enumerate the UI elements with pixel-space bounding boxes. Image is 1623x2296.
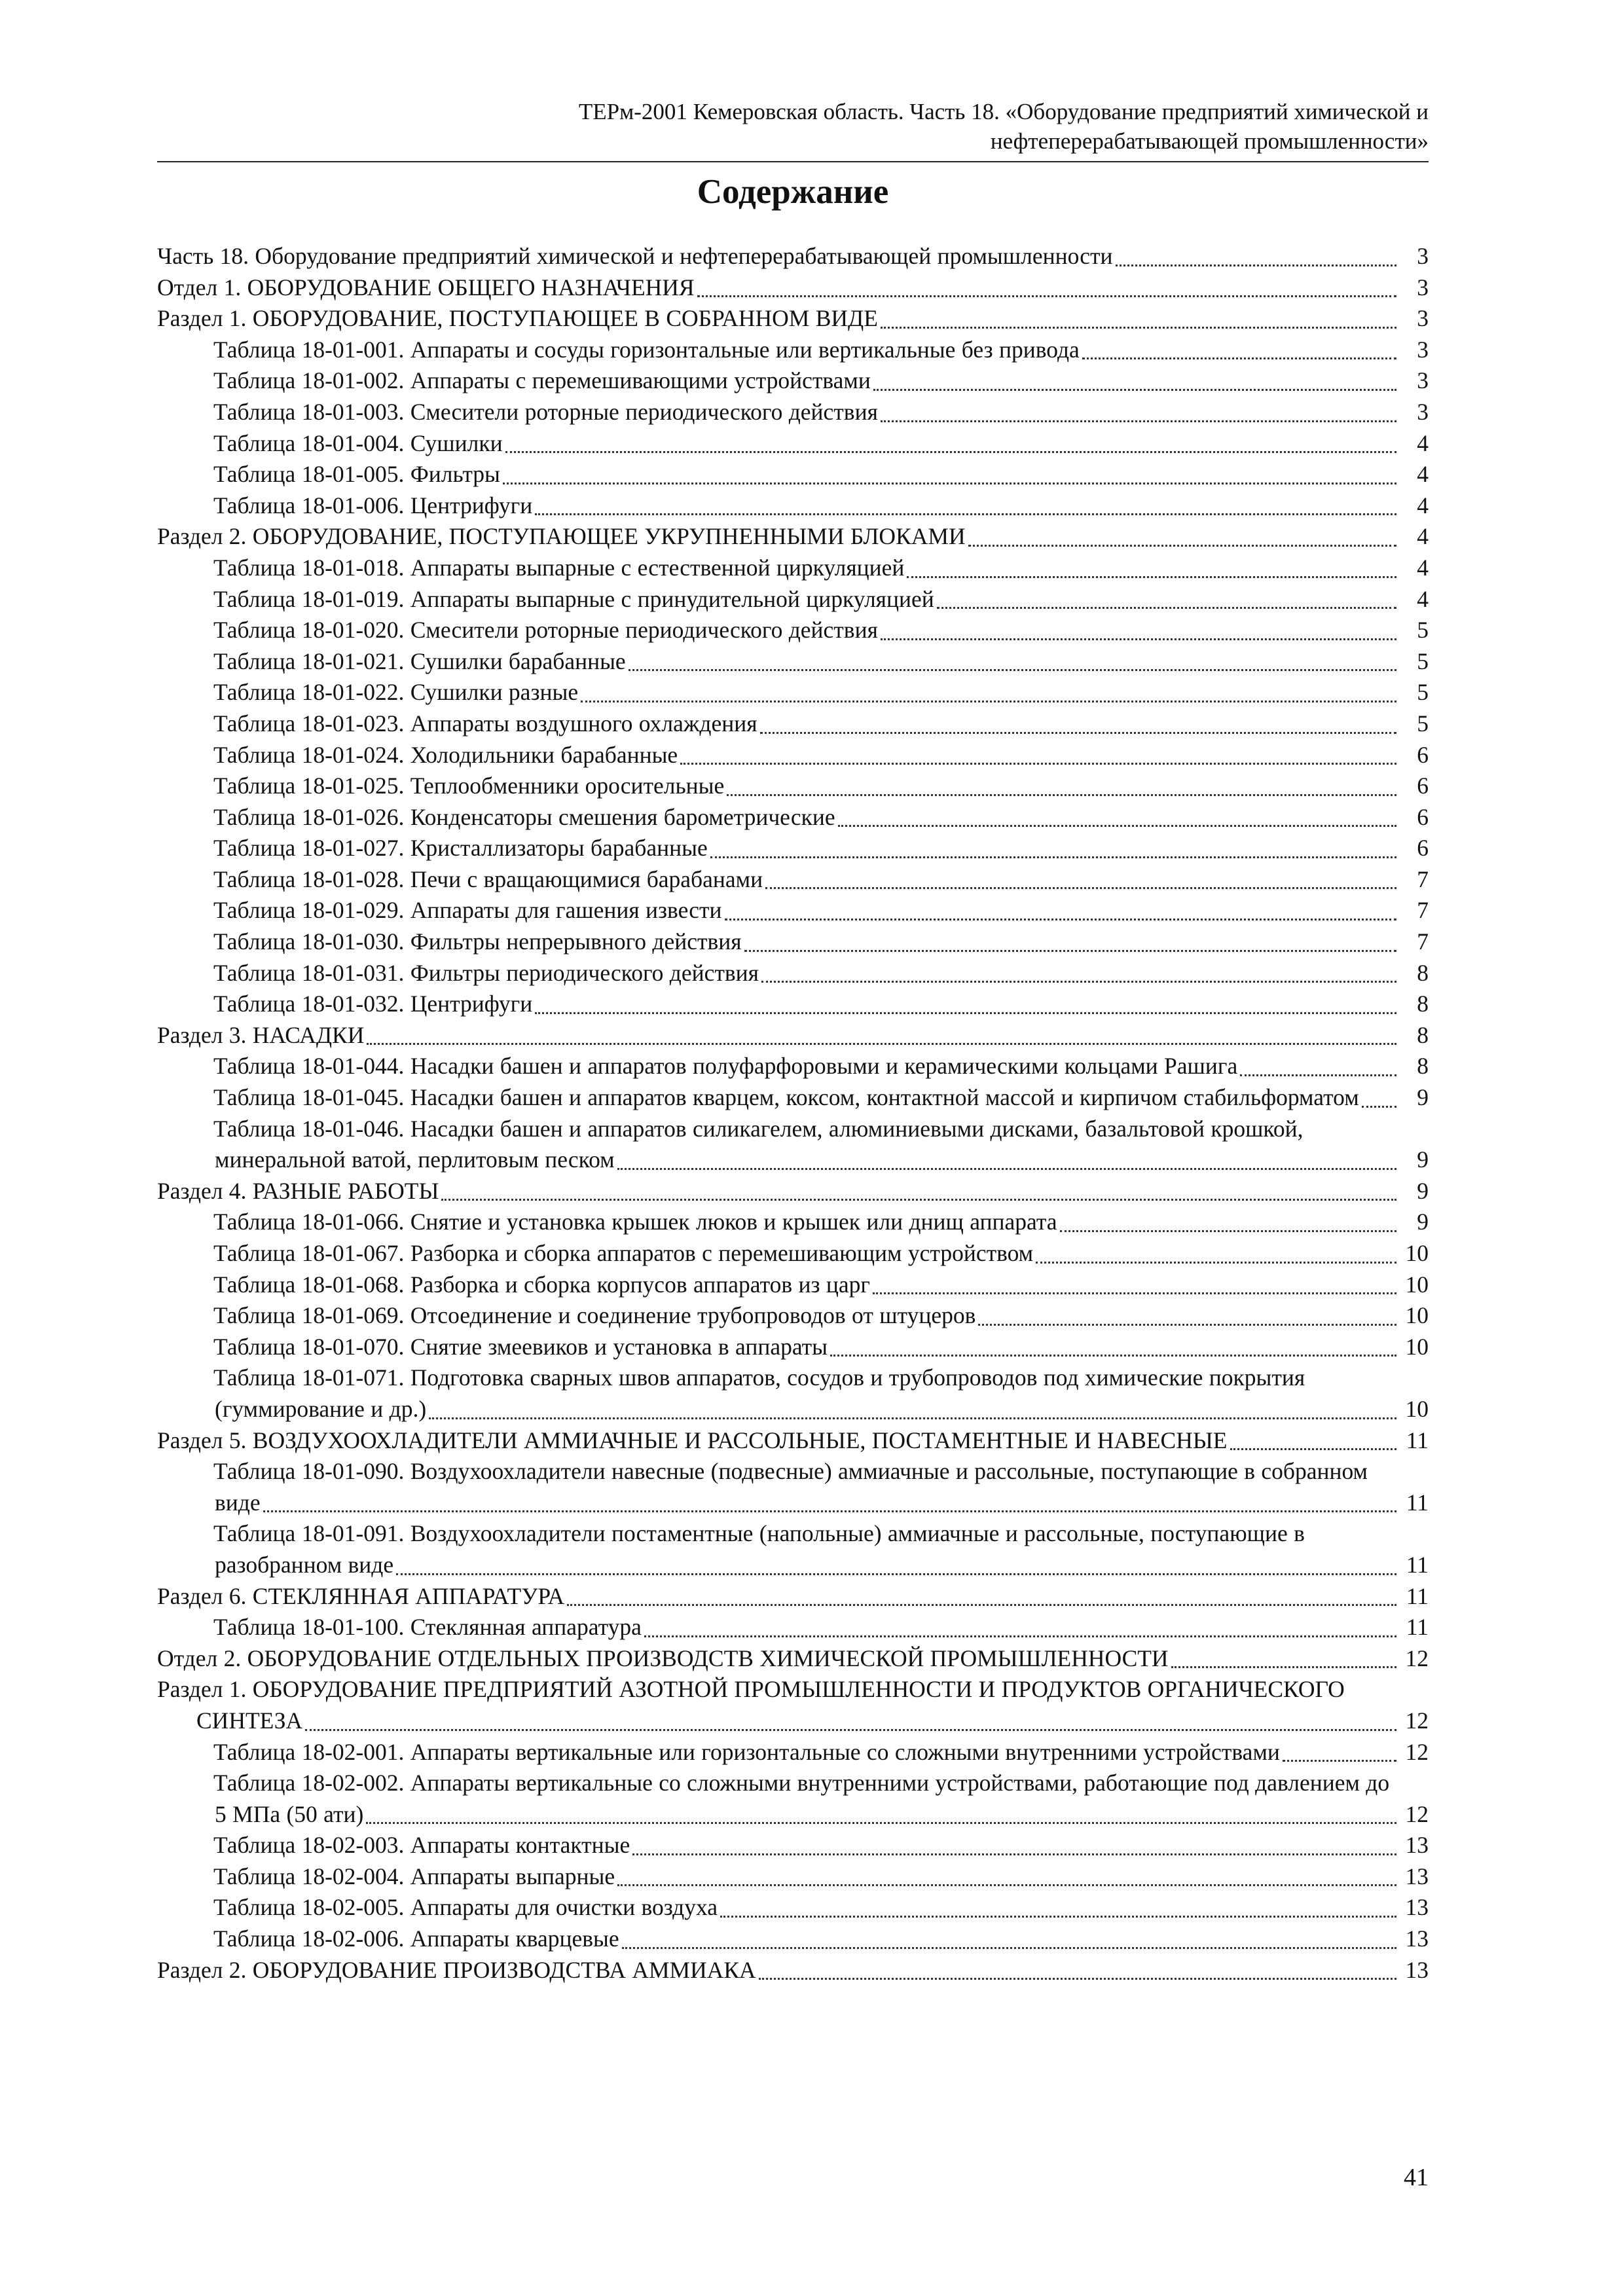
toc-entry-title: Таблица 18-01-044. Насадки башен и аппаратов полуфарфоровыми и керамическими кольцами Рашига: [213, 1053, 1240, 1079]
toc-entry-title: Таблица 18-01-019. Аппараты выпарные с принудительной циркуляцией: [213, 586, 937, 612]
running-header: [157, 97, 1429, 156]
toc-entry-title: Таблица 18-01-028. Печи с вращающимися барабанами: [213, 866, 765, 892]
toc-entry-title: Таблица 18-02-002. Аппараты вертикальные со сложными внутренними устройствами, работающие под давлением до 5 МПа (50 ати): [213, 1770, 1390, 1827]
toc-entry-title: Раздел 6. СТЕКЛЯННАЯ АППАРАТУРА: [157, 1583, 567, 1609]
toc-entry-page: 11: [1399, 1612, 1429, 1643]
toc-entry-title: Отдел 2. ОБОРУДОВАНИЕ ОТДЕЛЬНЫХ ПРОИЗВОДСТВ ХИМИЧЕСКОЙ ПРОМЫШЛЕННОСТИ: [157, 1645, 1171, 1671]
toc-table-entry[interactable]: [157, 895, 1429, 926]
toc-entry-title: Таблица 18-01-021. Сушилки барабанные: [213, 648, 629, 674]
toc-entry-title: Таблица 18-01-018. Аппараты выпарные с естественной циркуляцией: [213, 555, 907, 581]
toc-table-entry[interactable]: [157, 1892, 1429, 1923]
toc-entry-page: 4: [1399, 428, 1429, 460]
toc-entry-page: 8: [1399, 1051, 1429, 1082]
toc-table-entry[interactable]: [157, 1207, 1429, 1238]
dot-leader: [535, 498, 1396, 515]
toc-entry-page: 11: [1399, 1581, 1429, 1613]
toc-entry-title: Таблица 18-01-090. Воздухоохладители навесные (подвесные) аммиачные и рассольные, поступающие в собранном виде: [213, 1458, 1368, 1516]
dot-leader: [396, 1558, 1396, 1575]
dot-leader: [873, 373, 1396, 391]
toc-entry-title: Таблица 18-02-005. Аппараты для очистки воздуха: [213, 1894, 720, 1920]
dot-leader: [873, 1277, 1396, 1294]
dot-leader: [761, 965, 1396, 983]
toc-section-entry[interactable]: [157, 1674, 1429, 1736]
toc-entry-page: 12: [1399, 1799, 1429, 1831]
toc-entry-title: Таблица 18-01-023. Аппараты воздушного охлаждения: [213, 710, 760, 737]
dot-leader: [263, 1495, 1396, 1512]
toc-entry-page: 6: [1399, 740, 1429, 771]
dot-leader: [581, 685, 1396, 702]
toc-entry-title: Таблица 18-01-068. Разборка и сборка корпусов аппаратов из царг: [213, 1271, 873, 1298]
toc-table-entry[interactable]: [157, 1238, 1429, 1269]
toc-entry-page: 5: [1399, 677, 1429, 708]
toc-entry-title: Таблица 18-02-006. Аппараты кварцевые: [213, 1925, 622, 1952]
dot-leader: [1060, 1214, 1396, 1232]
toc-entry-page: 11: [1399, 1550, 1429, 1581]
toc-entry-title: Раздел 1. ОБОРУДОВАНИЕ, ПОСТУПАЮЩЕЕ В СОБРАННОМ ВИДЕ: [157, 305, 881, 331]
toc-table-entry[interactable]: [157, 459, 1429, 490]
dot-leader: [759, 1962, 1396, 1980]
dot-leader: [622, 1931, 1396, 1949]
dot-leader: [644, 1620, 1396, 1637]
toc-section-entry[interactable]: [157, 1425, 1429, 1457]
dot-leader: [1036, 1246, 1396, 1264]
toc-entry-page: 5: [1399, 708, 1429, 740]
toc-entry-title: Таблица 18-01-006. Центрифуги: [213, 492, 535, 519]
toc-entry-page: 4: [1399, 521, 1429, 553]
dot-leader: [567, 1588, 1396, 1606]
toc-table-entry[interactable]: [157, 397, 1429, 428]
toc-table-entry[interactable]: [157, 1114, 1429, 1176]
dot-leader: [727, 778, 1396, 796]
toc-table-entry[interactable]: [157, 1830, 1429, 1861]
toc-entry-page: 9: [1399, 1144, 1429, 1176]
header-divider: [157, 161, 1429, 162]
toc-entry-page: 3: [1399, 241, 1429, 272]
toc-entry-page: 10: [1399, 1269, 1429, 1301]
toc-entry-title: Таблица 18-01-025. Теплообменники оросительные: [213, 773, 727, 799]
toc-entry-page: 13: [1399, 1923, 1429, 1955]
dot-leader: [720, 1900, 1396, 1918]
toc-entry-page: 5: [1399, 615, 1429, 646]
page-number: 41: [1404, 2164, 1429, 2191]
toc-section-entry[interactable]: [157, 1581, 1429, 1613]
toc-table-entry[interactable]: [157, 1269, 1429, 1301]
toc-entry-title: Таблица 18-01-066. Снятие и установка крышек люков и крышек или днищ аппарата: [213, 1209, 1060, 1235]
dot-leader: [978, 1308, 1396, 1326]
toc-entry-page: 8: [1399, 989, 1429, 1020]
toc-entry-page: 3: [1399, 365, 1429, 397]
toc-table-entry[interactable]: [157, 490, 1429, 522]
toc-entry-page: 9: [1399, 1176, 1429, 1207]
toc-entry-page: 13: [1399, 1830, 1429, 1861]
toc-table-entry[interactable]: [157, 1612, 1429, 1643]
toc-entry-page: 12: [1399, 1643, 1429, 1675]
toc-entry-title: Отдел 1. ОБОРУДОВАНИЕ ОБЩЕГО НАЗНАЧЕНИЯ: [157, 274, 697, 301]
toc-section-entry[interactable]: [157, 1020, 1429, 1051]
dot-leader: [760, 716, 1396, 734]
toc-entry-title: Раздел 2. ОБОРУДОВАНИЕ, ПОСТУПАЮЩЕЕ УКРУПНЕННЫМИ БЛОКАМИ: [157, 523, 968, 549]
toc-entry-page: 10: [1399, 1238, 1429, 1269]
toc-entry-title: Таблица 18-01-020. Смесители роторные периодического действия: [213, 617, 881, 643]
toc-entry-title: Раздел 3. НАСАДКИ: [157, 1022, 367, 1048]
toc-table-entry[interactable]: [157, 802, 1429, 833]
dot-leader: [632, 1838, 1396, 1855]
toc-entry-page: 3: [1399, 303, 1429, 335]
toc-table-entry[interactable]: [157, 1362, 1429, 1425]
toc-entry-page: 7: [1399, 864, 1429, 896]
toc-section-entry[interactable]: [157, 1643, 1429, 1675]
toc-table-entry[interactable]: [157, 864, 1429, 896]
toc-section-entry[interactable]: [157, 303, 1429, 335]
toc-entry-title: Раздел 1. ОБОРУДОВАНИЕ ПРЕДПРИЯТИЙ АЗОТНОЙ ПРОМЫШЛЕННОСТИ И ПРОДУКТОВ ОРГАНИЧЕСКОГО СИНТЕЗА: [157, 1676, 1345, 1734]
toc-entry-title: Таблица 18-01-070. Снятие змеевиков и установка в аппараты: [213, 1334, 830, 1360]
toc-entry-page: 6: [1399, 771, 1429, 802]
toc-entry-page: 4: [1399, 584, 1429, 615]
toc-entry-title: Таблица 18-01-003. Смесители роторные периодического действия: [213, 399, 881, 425]
toc-entry-page: 4: [1399, 459, 1429, 490]
dot-leader: [305, 1713, 1396, 1731]
dot-leader: [366, 1806, 1396, 1824]
dot-leader: [710, 841, 1396, 858]
running-header-line-2: нефтеперерабатывающей промышленности»: [990, 128, 1429, 154]
toc-entry-page: 12: [1399, 1737, 1429, 1768]
toc-entry-page: 10: [1399, 1332, 1429, 1363]
toc-entry-page: 13: [1399, 1892, 1429, 1923]
toc-entry-title: Таблица 18-01-067. Разборка и сборка аппаратов с перемешивающим устройством: [213, 1240, 1036, 1266]
toc-table-entry[interactable]: [157, 958, 1429, 989]
toc-entry-title: Таблица 18-01-091. Воздухоохладители постаментные (напольные) аммиачные и рассольные, поступающие в разобранном виде: [213, 1520, 1305, 1578]
dot-leader: [907, 560, 1396, 578]
toc-table-entry[interactable]: [157, 553, 1429, 584]
dot-leader: [1240, 1059, 1396, 1076]
toc-entry-title: Таблица 18-01-005. Фильтры: [213, 461, 503, 487]
dot-leader: [725, 903, 1396, 920]
dot-leader: [617, 1152, 1396, 1170]
toc-table-entry[interactable]: [157, 1737, 1429, 1768]
toc-entry-title: Таблица 18-01-027. Кристаллизаторы барабанные: [213, 835, 710, 861]
toc-table-entry[interactable]: [157, 1332, 1429, 1363]
toc-entry-page: 3: [1399, 397, 1429, 428]
toc-entry-page: 12: [1399, 1705, 1429, 1737]
toc-table-entry[interactable]: [157, 740, 1429, 771]
toc-entry-page: 11: [1399, 1487, 1429, 1519]
dot-leader: [503, 467, 1396, 484]
toc-table-entry[interactable]: [157, 335, 1429, 366]
toc-entry-title: Таблица 18-01-022. Сушилки разные: [213, 679, 581, 705]
toc-table-entry[interactable]: [157, 677, 1429, 708]
dot-leader: [1230, 1432, 1397, 1450]
dot-leader: [937, 591, 1396, 609]
toc-entry-page: 8: [1399, 1020, 1429, 1051]
toc-entry-title: Таблица 18-01-069. Отсоединение и соединение трубопроводов от штуцеров: [213, 1302, 978, 1328]
dot-leader: [1116, 249, 1397, 266]
toc-entry-title: Раздел 4. РАЗНЫЕ РАБОТЫ: [157, 1178, 441, 1204]
running-header-line-1: ТЕРм-2001 Кемеровская область. Часть 18. «Оборудование предприятий химической и: [578, 99, 1429, 124]
dot-leader: [881, 311, 1396, 329]
toc-entry-page: 13: [1399, 1955, 1429, 1986]
toc-entry-title: Таблица 18-01-026. Конденсаторы смешения барометрические: [213, 804, 838, 830]
dot-leader: [697, 280, 1396, 297]
dot-leader: [629, 653, 1396, 671]
toc-entry-title: Таблица 18-01-032. Центрифуги: [213, 991, 535, 1017]
toc-entry-title: Таблица 18-01-024. Холодильники барабанные: [213, 742, 680, 768]
toc-entry-page: 9: [1399, 1082, 1429, 1114]
dot-leader: [429, 1402, 1396, 1419]
toc-entry-page: 9: [1399, 1207, 1429, 1238]
toc-entry-page: 7: [1399, 895, 1429, 926]
toc-section-entry[interactable]: [157, 1176, 1429, 1207]
toc-entry-title: Таблица 18-01-002. Аппараты с перемешивающими устройствами: [213, 367, 873, 393]
toc-table-entry[interactable]: [157, 1051, 1429, 1082]
toc-section-entry[interactable]: [157, 272, 1429, 304]
dot-leader: [830, 1339, 1396, 1357]
dot-leader: [617, 1868, 1396, 1886]
toc-table-entry[interactable]: [157, 1768, 1429, 1830]
toc-table-entry[interactable]: [157, 989, 1429, 1020]
toc-entry-title: Таблица 18-01-045. Насадки башен и аппаратов кварцем, коксом, контактной массой и кирпичом стабильформатом: [213, 1084, 1362, 1110]
dot-leader: [441, 1183, 1396, 1201]
toc-entry-page: 5: [1399, 646, 1429, 678]
dot-leader: [881, 405, 1396, 422]
dot-leader: [367, 1027, 1396, 1045]
toc-table-entry[interactable]: [157, 1082, 1429, 1114]
dot-leader: [535, 996, 1396, 1014]
toc-entry-page: 13: [1399, 1861, 1429, 1893]
dot-leader: [744, 934, 1396, 952]
toc-entry-title: Таблица 18-02-004. Аппараты выпарные: [213, 1863, 617, 1889]
toc-table-entry[interactable]: [157, 1518, 1429, 1580]
toc-entry-title: Таблица 18-01-046. Насадки башен и аппаратов силикагелем, алюминиевыми дисками, базальтовой крошкой, минеральной ватой, перлитовым песком: [213, 1115, 1304, 1173]
toc-table-entry[interactable]: [157, 365, 1429, 397]
toc-entry-page: 4: [1399, 553, 1429, 584]
toc-entry-page: 10: [1399, 1300, 1429, 1332]
dot-leader: [838, 809, 1396, 827]
toc-entry-title: Раздел 2. ОБОРУДОВАНИЕ ПРОИЗВОДСТВА АММИАКА: [157, 1957, 759, 1983]
toc-entry-title: Раздел 5. ВОЗДУХООХЛАДИТЕЛИ АММИАЧНЫЕ И РАССОЛЬНЫЕ, ПОСТАМЕНТНЫЕ И НАВЕСНЫЕ: [157, 1427, 1230, 1453]
toc-entry-page: 8: [1399, 958, 1429, 989]
toc-entry-title: Таблица 18-01-029. Аппараты для гашения извести: [213, 897, 725, 923]
table-of-contents: [157, 241, 1429, 1986]
dot-leader: [1171, 1650, 1396, 1668]
toc-entry-page: 6: [1399, 833, 1429, 864]
toc-table-entry[interactable]: [157, 1861, 1429, 1893]
toc-entry-title: Таблица 18-02-001. Аппараты вертикальные или горизонтальные со сложными внутренними устройствами: [213, 1739, 1283, 1765]
toc-table-entry[interactable]: [157, 1456, 1429, 1518]
toc-entry-title: Таблица 18-01-031. Фильтры периодического действия: [213, 960, 761, 986]
dot-leader: [680, 747, 1396, 765]
toc-entry-page: 10: [1399, 1394, 1429, 1425]
dot-leader: [968, 529, 1396, 547]
toc-section-entry[interactable]: [157, 241, 1429, 272]
toc-entry-page: 11: [1399, 1425, 1429, 1457]
toc-entry-title: Таблица 18-01-004. Сушилки: [213, 430, 505, 456]
toc-table-entry[interactable]: [157, 833, 1429, 864]
toc-section-entry[interactable]: [157, 1955, 1429, 1986]
toc-table-entry[interactable]: [157, 708, 1429, 740]
toc-entry-page: 4: [1399, 490, 1429, 522]
toc-table-entry[interactable]: [157, 615, 1429, 646]
page-title: Содержание: [697, 173, 889, 211]
dot-leader: [505, 435, 1396, 453]
toc-table-entry[interactable]: [157, 584, 1429, 615]
toc-table-entry[interactable]: [157, 926, 1429, 958]
dot-leader: [881, 623, 1396, 640]
toc-entry-title: Таблица 18-01-030. Фильтры непрерывного действия: [213, 928, 744, 955]
toc-entry-title: Часть 18. Оборудование предприятий химической и нефтеперерабатывающей промышленности: [157, 243, 1116, 269]
toc-entry-page: 7: [1399, 926, 1429, 958]
toc-entry-page: 3: [1399, 335, 1429, 366]
toc-table-entry[interactable]: [157, 646, 1429, 678]
toc-table-entry[interactable]: [157, 1923, 1429, 1955]
toc-section-entry[interactable]: [157, 521, 1429, 553]
toc-entry-title: Таблица 18-02-003. Аппараты контактные: [213, 1832, 632, 1858]
toc-entry-page: 6: [1399, 802, 1429, 833]
dot-leader: [765, 871, 1396, 889]
toc-entry-title: Таблица 18-01-071. Подготовка сварных швов аппаратов, сосудов и трубопроводов под химические покрытия (гуммирование и др.): [213, 1364, 1305, 1422]
dot-leader: [1362, 1090, 1396, 1108]
toc-entry-title: Таблица 18-01-001. Аппараты и сосуды горизонтальные или вертикальные без привода: [213, 337, 1082, 363]
toc-entry-page: 3: [1399, 272, 1429, 304]
dot-leader: [1283, 1744, 1396, 1762]
toc-table-entry[interactable]: [157, 1300, 1429, 1332]
toc-entry-title: Таблица 18-01-100. Стеклянная аппаратура: [213, 1614, 644, 1640]
toc-table-entry[interactable]: [157, 771, 1429, 802]
dot-leader: [1082, 342, 1396, 359]
toc-table-entry[interactable]: [157, 428, 1429, 460]
